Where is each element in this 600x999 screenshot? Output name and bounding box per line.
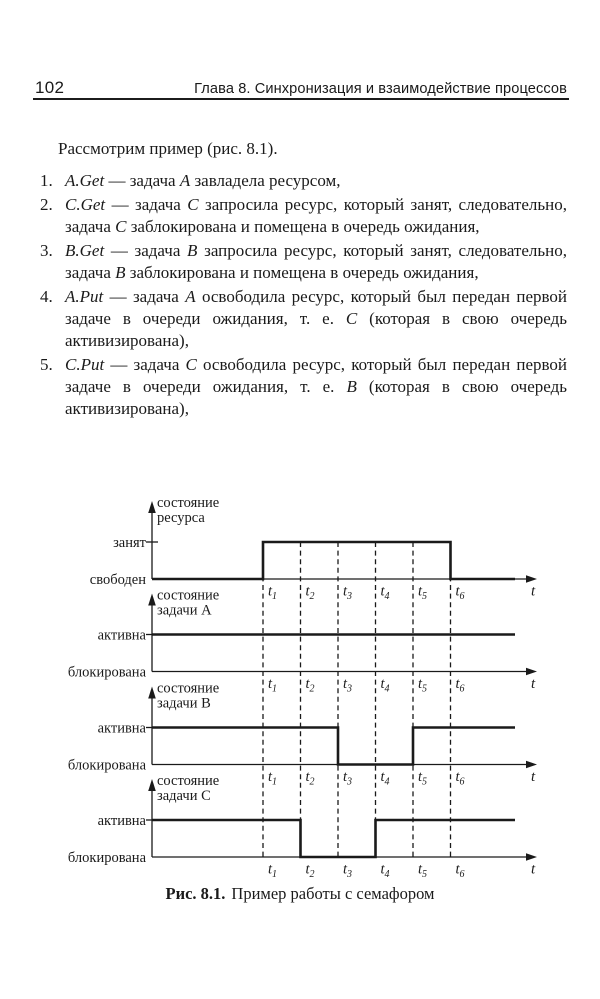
time-tick-label: $t_3$ [343,861,353,880]
y-axis-arrow-icon [148,687,156,699]
diagram-title: состояние [157,773,220,789]
figure-caption-label: Рис. 8.1. [165,884,226,903]
y-axis-arrow-icon [148,594,156,606]
x-axis-arrow-icon [526,853,537,861]
time-tick-label: $t_6$ [455,583,465,602]
low-level-label: блокирована [67,850,146,866]
resource-state-diagram [90,495,537,602]
figure-caption-text: Пример работы с семафором [231,884,435,903]
list-item-text: A.Get — задача A завладела ресурсом, [65,171,341,190]
diagram-title: состояние [157,587,220,604]
time-tick-label: $t_1$ [268,769,278,788]
time-tick-label: $t_6$ [455,861,465,880]
time-tick-label: $t_4$ [380,676,390,695]
task-a-state-diagram [68,588,537,695]
time-tick-label: $t_6$ [455,769,465,788]
low-level-label: блокирована [67,664,146,681]
figure-caption [0,884,600,904]
list-item-number: 5. [40,355,53,375]
diagram-title: задачи C [157,788,211,804]
list-item-number: 2. [40,195,53,215]
time-tick-label: $t_3$ [343,769,353,788]
list-item-number: 4. [40,287,53,307]
time-tick-label: $t_5$ [418,861,428,880]
list-item-text: A.Put — задача A освободила ресурс, который был передан первой задаче в очереди ожидания, т. е. C (которая в свою очередь активизирована), [65,287,567,351]
x-axis-arrow-icon [526,575,537,583]
page-header [35,78,567,98]
signal-line [152,728,515,765]
time-axis-label: t [531,861,536,878]
time-tick-label: $t_1$ [268,861,278,880]
low-level-label: свободен [89,572,146,588]
time-tick-label: $t_1$ [268,676,278,695]
time-tick-label: $t_4$ [380,583,390,602]
page-number: 102 [35,78,65,97]
high-level-label: занят [113,535,146,551]
list-item [40,194,567,238]
diagram-title: состояние [157,680,220,697]
low-level-label: блокирована [67,757,146,774]
list-item-text: C.Put — задача C освободила ресурс, который был передан первой задаче в очереди ожидания, т. е. B (которая в свою очередь активизирована), [65,355,567,418]
signal-line [152,820,515,857]
high-level-label: активна [97,813,146,829]
high-level-label: активна [97,627,146,644]
high-level-label: активна [97,720,146,737]
time-tick-label: $t_5$ [418,676,428,695]
time-tick-label: $t_3$ [343,583,353,602]
numbered-list [40,170,567,422]
list-item-number: 3. [40,241,53,261]
list-item [40,286,567,351]
list-item [40,240,567,284]
diagram-title: задачи A [157,602,212,619]
time-tick-label: $t_5$ [418,583,428,602]
task-c-state-diagram [68,773,537,880]
timing-diagram-figure [0,485,600,880]
diagram-title: состояние [157,495,220,511]
time-tick-label: $t_4$ [380,769,390,788]
diagram-title: ресурса [157,510,205,526]
x-axis-arrow-icon [526,761,537,769]
signal-line [152,542,515,579]
y-axis-arrow-icon [148,779,156,791]
time-tick-label: $t_2$ [305,769,315,788]
time-axis-label: t [531,583,536,600]
list-item [40,354,567,419]
time-tick-label: $t_1$ [268,583,278,602]
list-item-number: 1. [40,171,53,190]
x-axis-arrow-icon [526,668,537,676]
time-tick-label: $t_2$ [305,676,315,695]
y-axis-arrow-icon [148,501,156,513]
time-tick-label: $t_6$ [455,676,465,695]
time-axis-label: t [531,769,536,785]
time-tick-label: $t_3$ [343,676,353,695]
diagram-title: задачи B [157,695,211,712]
task-b-state-diagram [68,681,537,788]
list-item-text: C.Get — задача C запросила ресурс, который занят, следовательно, задача C заблокирована и помещена в очередь ожидания, [65,195,567,237]
time-tick-label: $t_4$ [380,861,390,880]
time-tick-label: $t_2$ [305,861,315,880]
time-tick-label: $t_5$ [418,769,428,788]
chapter-title: Глава 8. Синхронизация и взаимодействие процессов [194,81,567,97]
list-item [40,170,567,192]
time-axis-label: t [531,676,536,692]
figure-8-1 [0,485,600,925]
intro-paragraph: Рассмотрим пример (рис. 8.1). [58,139,278,158]
header-rule [33,98,569,100]
list-item-text: B.Get — задача B запросила ресурс, который занят, следовательно, задача B заблокирована и помещена в очередь ожидания, [65,241,567,283]
time-tick-label: $t_2$ [305,583,315,602]
